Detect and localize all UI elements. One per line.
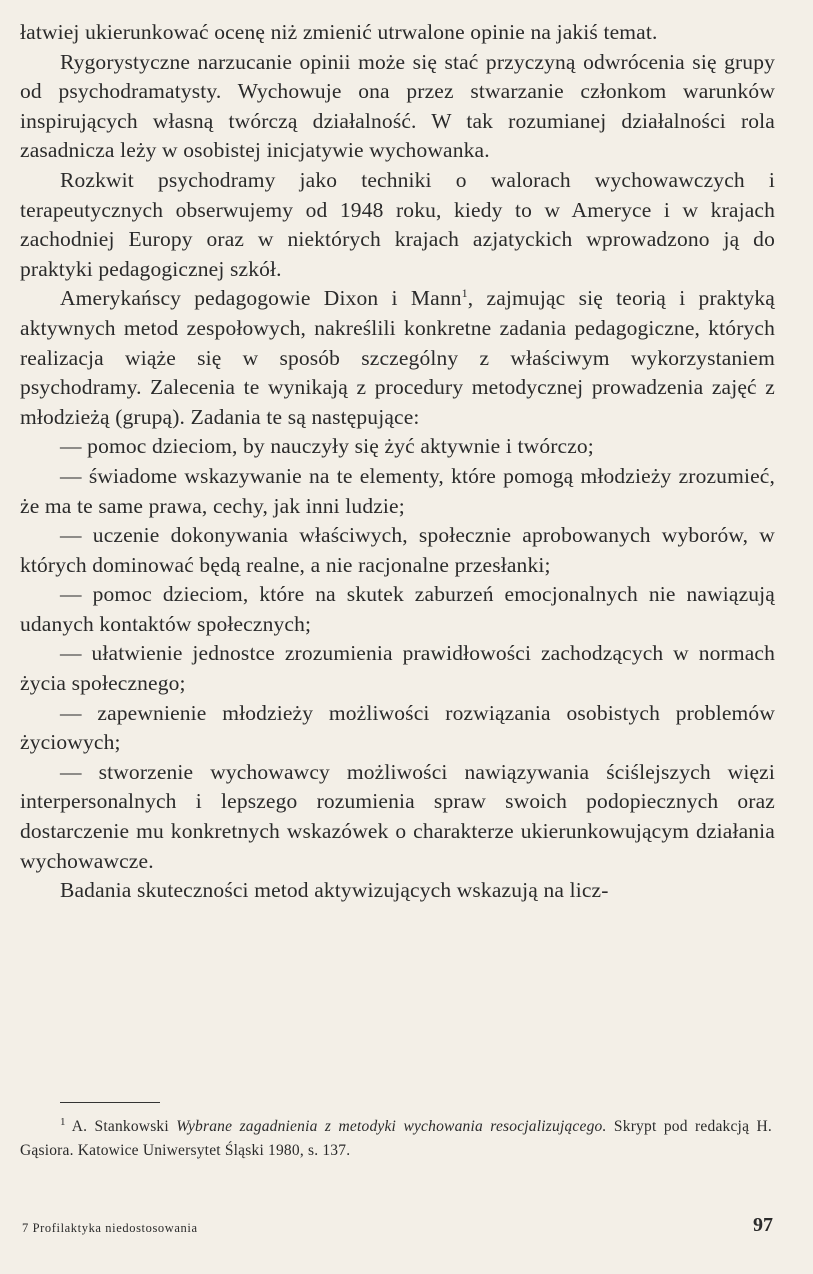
list-item: — zapewnienie młodzieży możliwości rozwiązania osobistych problemów życiowych;	[20, 700, 775, 755]
paragraph-dixon-mann-start: Amerykańscy pedagogowie Dixon i Mann	[60, 286, 462, 311]
paragraph-opinion: Rygorystyczne narzucanie opinii może się stać przyczyną odwrócenia się grupy od psychodramatysty. Wychowuje ona przez stwarzanie członkom warunków inspirujących własną twórczą działalność. W tak rozumianej działalności rola zasadnicza leży w osobistej inicjatywie wychowanka.	[20, 49, 775, 163]
list-item: — pomoc dzieciom, które na skutek zaburzeń emocjonalnych nie nawiązują udanych kontaktów społecznych;	[20, 582, 775, 636]
list-item: — świadome wskazywanie na te elementy, które pomogą młodzieży zrozumieć, że ma te same prawa, cechy, jak inni ludzie;	[20, 463, 775, 518]
list-item: — ułatwienie jednostce zrozumienia prawidłowości zachodzących w normach życia społecznego;	[20, 641, 775, 696]
list-item: — uczenie dokonywania właściwych, społecznie aprobowanych wyborów, w których dominować będą realne, a nie racjonalne przesłanki;	[20, 523, 775, 577]
footnote	[20, 1115, 772, 1163]
paragraph-continuation: łatwiej ukierunkować ocenę niż zmienić utrwalone opinie na jakiś temat.	[20, 20, 658, 44]
footnote-reference: 1	[461, 286, 468, 301]
paragraph-dixon-mann	[20, 284, 775, 432]
page-content	[20, 18, 775, 906]
page-number: 97	[753, 1214, 773, 1236]
footnote-title: Wybrane zagadnienia z metodyki wychowania resocjalizującego.	[176, 1118, 607, 1135]
footnote-number: 1	[60, 1115, 66, 1128]
footnote-divider	[60, 1102, 160, 1103]
paragraph-dixon-mann-rest: , zajmując się teorią i praktyką aktywnych metod zespołowych, nakreślili konkretne zadania pedagogiczne, których realizacja wiąże się w sposób szczególny z właściwym wykorzystaniem psychodramy. Zalecenia te wynikają z procedury metodycznej prowadzenia zajęć z młodzieżą (grupą). Zadania te są następujące:	[20, 286, 775, 429]
footnote-author: A. Stankowski	[71, 1118, 169, 1135]
paragraph-history: Rozkwit psychodramy jako techniki o walorach wychowawczych i terapeutycznych obserwujemy od 1948 roku, kiedy to w Ameryce i w krajach zachodniej Europy oraz w niektórych krajach azjatyckich wprowadzono ją do praktyki pedagogicznej szkół.	[20, 167, 775, 281]
footnote-details: Skrypt pod redakcją H. Gąsiora. Katowice Uniwersytet Śląski 1980, s. 137.	[20, 1118, 772, 1159]
paragraph-research: Badania skuteczności metod aktywizujących wskazują na licz-	[60, 878, 609, 903]
body-text	[20, 18, 775, 906]
list-item: — stworzenie wychowawcy możliwości nawiązywania ściślejszych więzi interpersonalnych i lepszego rozumienia spraw swoich podopiecznych oraz dostarczenie mu konkretnych wskazówek o charakterze ukierunkowującym działania wychowawcze.	[20, 759, 775, 873]
list-item: — pomoc dzieciom, by nauczyły się żyć aktywnie i twórczo;	[60, 434, 594, 459]
printer-signature: 7 Profilaktyka niedostosowania	[22, 1221, 198, 1235]
